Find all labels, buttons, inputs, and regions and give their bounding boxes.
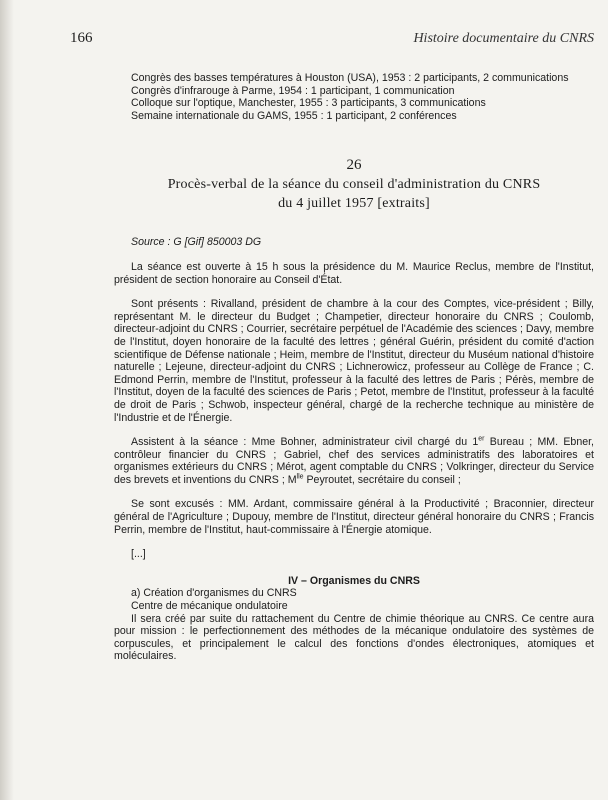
ellipsis: [...] (131, 548, 146, 561)
running-title: Histoire documentaire du CNRS (413, 31, 594, 46)
source-reference: Source : G [Gif] 850003 DG (131, 236, 262, 249)
document-title-line2: du 4 juillet 1957 [extraits] (278, 196, 430, 212)
section-heading: IV – Organismes du CNRS (288, 574, 420, 587)
document-title-line1: Procès-verbal de la séance du conseil d'administration du CNRS (167, 177, 541, 193)
subsection-label: a) Création d'organismes du CNRS (131, 587, 297, 600)
subsection-title: Centre de mécanique ondulatoire (131, 600, 288, 613)
attendees-paragraph: Sont présents : Rivalland, président de chambre à la cour des Comptes, vice-président ; Billy, représentant M. le directeur du Budget ; Champetier, directeur honoraire du CNRS ; Coulomb, directeur-adjoint du CNRS ; Courrier, secrétaire perpétuel de l'Académie des sciences ; Davy, membre de l'Institut, doyen honoraire de la faculté des lettres ; général Guérin, président du comité d'action scientifique de Défense nationale ; Heim, membre de l'Institut, directeur du Muséum national d'histoire naturelle ; Lejeune, directeur-adjoint du CNRS ; Lichnerowicz, professeur au Collège de France ; C. Edmond Perrin, membre de l'Institut, professeur à la faculté des lettres de Paris ; Pérès, membre de l'Institut, doyen de la faculté des sciences de Paris ; Petot, membre de l'Institut, professeur à la faculté de droit de Paris ; Schwob, inspecteur général, chargé de la recherche technique au ministère de l'Industrie et de l'Énergie. (114, 298, 594, 424)
congress-item: Congrès des basses températures à Houston (USA), 1953 : 2 participants, 2 communications (131, 72, 569, 84)
congress-item: Semaine internationale du GAMS, 1955 : 1 participant, 2 conférences (131, 109, 457, 122)
page-number: 166 (70, 30, 93, 46)
congress-item: Colloque sur l'optique, Manchester, 1955 : 3 participants, 3 communications (131, 97, 486, 110)
assistants-paragraph: Assistent à la séance : Mme Bohner, administrateur civil chargé du 1er Bureau ; MM. Ebner, contrôleur financier du CNRS ; Gabriel, chef des services administratifs des laboratoires et organismes extérieurs du CNRS ; Mérot, agent comptable du CNRS ; Volkringer, directeur du Service des brevets et inventions du CNRS ; $M^{lle}$ Peyroutet, secrétaire du conseil ; (114, 435, 594, 486)
section-body: Il sera créé par suite du rattachement du Centre de chimie théorique au CNRS. Ce centre aura pour mission : le perfectionnement des méthodes de la mécanique ondulatoire des systèmes de corpuscules, et principalement le calcul des fonctions d'ondes électroniques, atomiques et moléculaires. (114, 612, 594, 663)
binding-shadow (0, 0, 14, 800)
page-header (70, 30, 594, 50)
document-number: 26 (346, 157, 362, 174)
opening-paragraph: La séance est ouverte à 15 h sous la présidence du M. Maurice Reclus, membre de l'Institut, président de section honoraire au Conseil d'État. (114, 260, 594, 286)
page-body (114, 72, 594, 663)
congress-item: Congrès d'infrarouge à Parme, 1954 : 1 participant, 1 communication (131, 84, 455, 97)
excused-paragraph: Se sont excusés : MM. Ardant, commissaire général à la Productivité ; Braconnier, directeur général de l'Agriculture ; Dupouy, membre de l'Institut, directeur général honoraire du CNRS ; Francis Perrin, membre de l'Institut, haut-commissaire à l'Énergie atomique. (114, 498, 594, 536)
